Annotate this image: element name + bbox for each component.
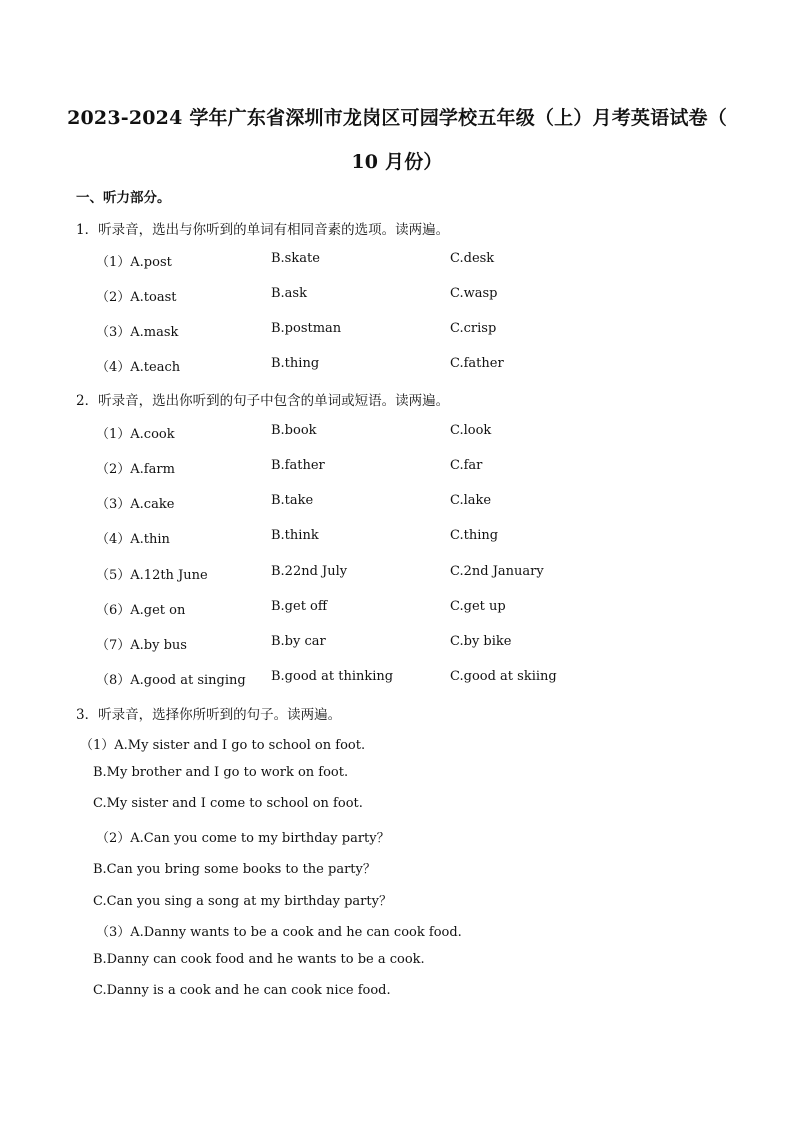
q3-item-3-option-c: C.Danny is a cook and he can cook nice food. [93,983,391,998]
q2-item-4-option-a: （4）A.thin [96,532,170,547]
q2-item-6-option-b: B.get off [271,599,328,614]
q2-item-7-option-a: （7）A.by bus [96,638,187,653]
q2-item-7-option-b: B.by car [271,634,326,649]
q2-item-8-option-c: C.good at skiing [450,669,557,684]
q3-item-3-option-b: B.Danny can cook food and he wants to be a cook. [93,952,425,967]
q1-item-4-option-a: （4）A.teach [96,360,181,375]
q2-item-3-option-b: B.take [271,493,314,508]
q2-item-3-option-c: C.lake [450,493,492,508]
q2-item-2-option-b: B.father [271,458,325,473]
q3-item-2-option-c: C.Can you sing a song at my birthday party？ [93,894,392,909]
title-line-2: 10 月份） [351,151,443,173]
q2-item-4-option-b: B.think [271,528,319,543]
q2-item-5-option-b: B.22nd July [271,564,348,579]
q3-item-2-option-a: （2）A.Can you come to my birthday party？ [96,831,390,846]
q2-item-7-option-c: C.by bike [450,634,512,649]
q2-item-1-option-c: C.look [450,423,492,438]
q2-item-4-option-c: C.thing [450,528,499,543]
q1-item-1-option-b: B.skate [271,251,320,266]
q3-item-1-option-c: C.My sister and I come to school on foot. [93,796,363,811]
q3-item-1-option-a: （1）A.My sister and I go to school on foot. [80,738,366,753]
q2-item-6-option-c: C.get up [450,599,506,614]
q1-item-3-option-b: B.postman [271,321,342,336]
q1-item-2-option-b: B.ask [271,286,307,301]
q1-item-1-option-c: C.desk [450,251,495,266]
q2-item-8-option-b: B.good at thinking [271,669,394,684]
q3-item-2-option-b: B.Can you bring some books to the party？ [93,862,376,877]
q2-item-5-option-c: C.2nd January [450,564,544,579]
q2-item-2-option-c: C.far [450,458,483,473]
q2-item-8-option-a: （8）A.good at singing [96,673,246,688]
section-heading-listening: 一、听力部分。 [76,190,171,206]
title-line-1: 2023-2024 学年广东省深圳市龙岗区可园学校五年级（上）月考英语试卷（ [67,107,727,129]
q2-item-1-option-a: （1）A.cook [96,427,175,442]
q2-item-6-option-a: （6）A.get on [96,603,186,618]
q1-item-3-option-a: （3）A.mask [96,325,179,340]
q3-item-3-option-a: （3）A.Danny wants to be a cook and he can cook food. [96,925,462,940]
q2-item-5-option-a: （5）A.12th June [96,568,208,583]
q2-item-2-option-a: （2）A.farm [96,462,175,477]
q2-item-3-option-a: （3）A.cake [96,497,175,512]
q1-item-3-option-c: C.crisp [450,321,497,336]
question-2-stem: 2．听录音，选出你听到的句子中包含的单词或短语。读两遍。 [76,393,450,409]
q1-item-2-option-c: C.wasp [450,286,498,301]
q2-item-1-option-b: B.book [271,423,317,438]
q1-item-2-option-a: （2）A.toast [96,290,177,305]
question-1-stem: 1．听录音，选出与你听到的单词有相同音素的选项。读两遍。 [76,222,450,238]
q1-item-4-option-b: B.thing [271,356,320,371]
q1-item-1-option-a: （1）A.post [96,255,172,270]
question-3-stem: 3．听录音，选择你所听到的句子。读两遍。 [76,707,342,723]
q3-item-1-option-b: B.My brother and I go to work on foot. [93,765,349,780]
q1-item-4-option-c: C.father [450,356,504,371]
